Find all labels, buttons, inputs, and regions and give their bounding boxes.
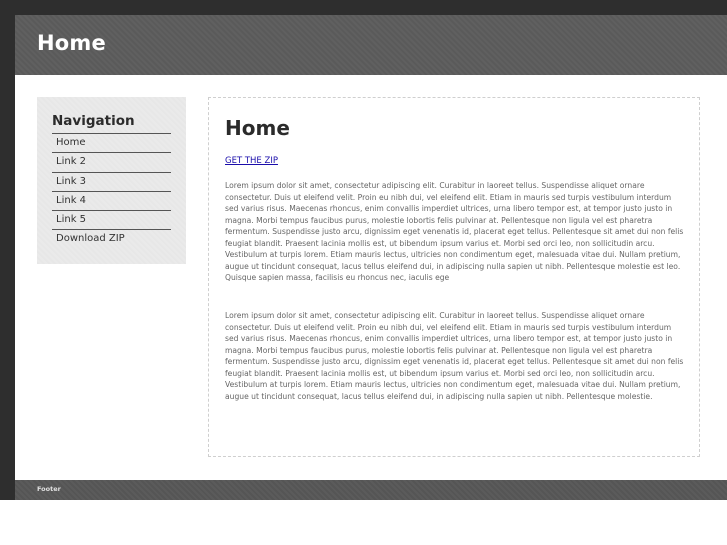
navigation-list	[52, 133, 171, 250]
site-title: Home	[37, 31, 106, 55]
nav-item-link-5[interactable]: Link 5	[52, 211, 171, 230]
nav-item-link-4[interactable]: Link 4	[52, 192, 171, 211]
nav-item-link-2[interactable]: Link 2	[52, 153, 171, 172]
get-zip-link[interactable]: GET THE ZIP	[225, 156, 278, 166]
site-footer	[15, 480, 727, 500]
body-paragraph: Lorem ipsum dolor sit amet, consectetur adipiscing elit. Curabitur in laoreet tellus. Suspendisse aliquet ornare consectetur. Duis ut eleifend velit. Proin eu nibh dui, vel eleifend elit. Etiam in mauris sed turpis vestibulum interdum sed varius risus. Maecenas rhoncus, enim convallis imperdiet ultrices, urna libero tempor est, at tempor justo justo in magna. Morbi tempus faucibus purus, molestie lobortis felis pulvinar at. Pellentesque non ligula vel est pharetra fermentum. Suspendisse justo arcu, dignissim eget venenatis id, placerat eget tellus. Pellentesque sit amet dui non felis feugiat blandit. Praesent lacinia mollis est, ut bibendum ipsum varius et. Morbi sed orci leo, non sollicitudin arcu. Vestibulum at turpis lorem. Etiam mauris lectus, ultricies non condimentum eget, malesuada vitae dui. Nullam pretium, augue ut tincidunt consequat, lacus tellus eleifend dui, in adipiscing nulla sapien ut nibh. Pellentesque molestie est leo. Quisque sapien massa, facilisis eu rhoncus nec, iaculis ege	[225, 181, 684, 282]
nav-item-download-zip[interactable]: Download ZIP	[56, 233, 125, 245]
navigation-heading: Navigation	[52, 113, 135, 129]
page-title: Home	[225, 116, 290, 140]
nav-item-link-3[interactable]: Link 3	[52, 173, 171, 192]
main-content	[208, 97, 700, 457]
site-header	[15, 15, 727, 75]
content-area	[15, 75, 727, 480]
nav-item-home[interactable]: Home	[52, 134, 171, 153]
sidebar	[37, 97, 186, 264]
footer-text: Footer	[37, 485, 61, 493]
body-paragraph: Lorem ipsum dolor sit amet, consectetur adipiscing elit. Curabitur in laoreet tellus. Suspendisse aliquet ornare consectetur. Duis ut eleifend velit. Proin eu nibh dui, vel eleifend elit. Etiam in mauris sed turpis vestibulum interdum sed varius risus. Maecenas rhoncus, enim convallis imperdiet ultrices, urna libero tempor est, at tempor justo justo in magna. Morbi tempus faucibus purus, molestie lobortis felis pulvinar at. Pellentesque non ligula vel est pharetra fermentum. Suspendisse justo arcu, dignissim eget venenatis id, placerat eget tellus. Pellentesque sit amet dui non felis feugiat blandit. Praesent lacinia mollis est, ut bibendum ipsum varius et. Morbi sed orci leo, non sollicitudin arcu. Vestibulum at turpis lorem. Etiam mauris lectus, ultricies non condimentum eget, malesuada vitae dui. Nullam pretium, augue ut tincidunt consequat, lacus tellus eleifend dui, in adipiscing nulla sapien ut nibh. Pellentesque molestie.	[225, 311, 684, 401]
